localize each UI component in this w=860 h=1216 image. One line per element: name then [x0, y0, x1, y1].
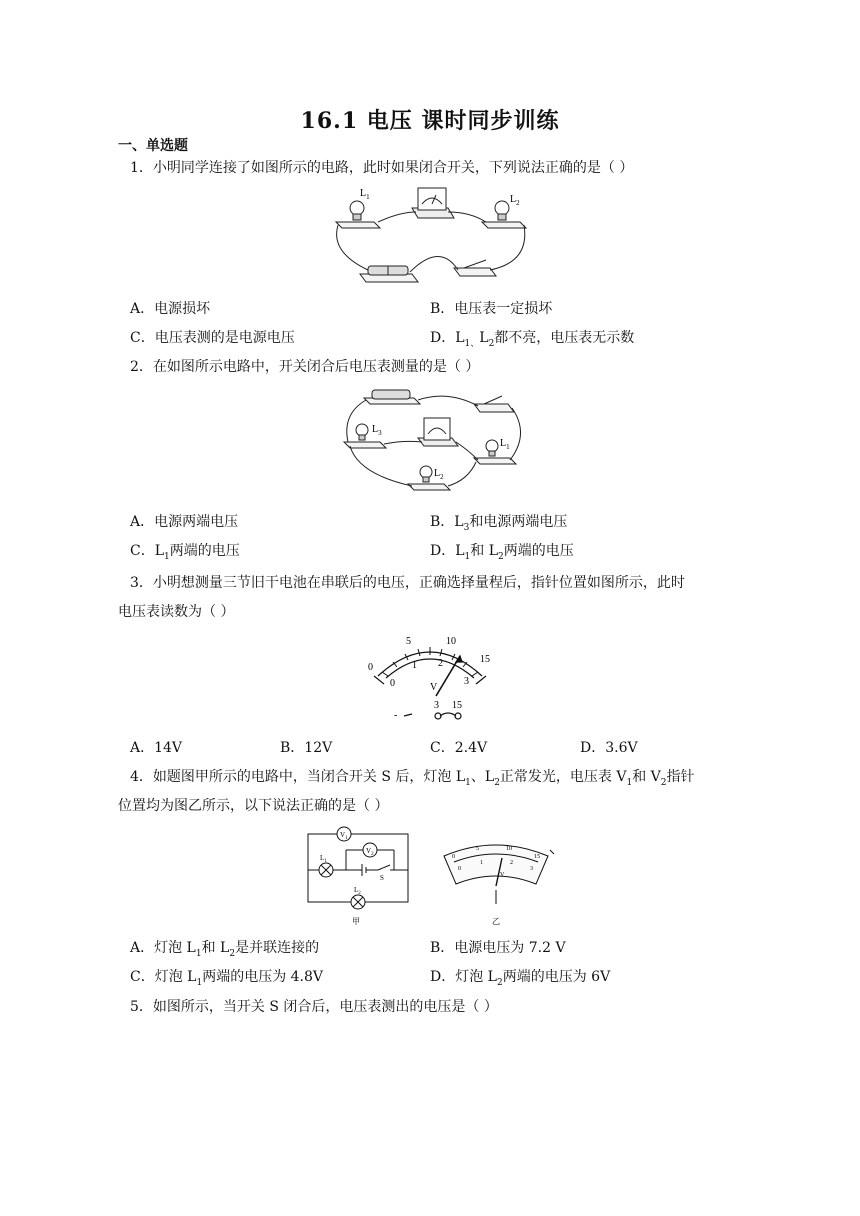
q4-a-sub-1: 1 [195, 948, 202, 959]
q2-fig-label-l1: $L_1$ [500, 438, 510, 451]
q4-stem-sub-1: 1 [465, 777, 471, 788]
q5-stem: 5．如图所示，当开关 S 闭合后，电压表测出的电压是（ ） [130, 999, 498, 1015]
section-heading: 一、单选题 [118, 138, 188, 154]
q2-option-d[interactable] [430, 540, 574, 562]
q3-option-b[interactable]: B．12V [280, 740, 333, 756]
q2-d-sub-1: 1 [464, 551, 471, 562]
q3-option-c[interactable]: C．2.4V [430, 740, 488, 756]
q2-option-c[interactable] [130, 540, 240, 562]
q4-yi-tick-top-15: 15 [534, 854, 540, 860]
q4-a-text-1: A．灯泡 L [130, 940, 196, 956]
q2-c-text-2: 两端的电压 [169, 543, 240, 559]
q1-d-sub-2: 2 [488, 338, 495, 349]
q2-b-text-2: 和电源两端电压 [469, 514, 568, 530]
q1-d-text-2: L [479, 330, 489, 346]
q4-c-sub: 1 [196, 977, 203, 988]
q4-stem-text-5: 指针 [666, 769, 695, 785]
q4-option-d[interactable] [430, 966, 610, 988]
q4-c-text-1: C．灯泡 L [130, 969, 197, 985]
q2-c-text-1: C．L [130, 543, 165, 559]
q4-stem-text-4: 和 V [632, 769, 661, 785]
q4-yi-unit: V [500, 872, 505, 878]
q3-tick-bottom-0: 0 [390, 678, 395, 689]
q4-yi-tick-bottom-2: 2 [510, 860, 513, 866]
q2-fig-label-l3: $L_3$ [372, 424, 382, 437]
q4-stem-sub-2: 2 [494, 777, 500, 788]
q4-d-sub: 2 [496, 977, 503, 988]
q3-tick-bottom-2: 2 [438, 658, 443, 669]
q2-d-text-2: 和 L [470, 543, 499, 559]
q1-option-c[interactable]: C．电压表测的是电源电压 [130, 330, 295, 346]
q4-option-c[interactable] [130, 966, 323, 988]
q3-terminal-15: 15 [452, 700, 462, 711]
q1-d-sub-1: 1、 [464, 338, 480, 349]
q2-stem: 2．在如图所示电路中，开关闭合后电压表测量的是（ ） [130, 359, 480, 375]
q2-fig-label-l2: $L_2$ [434, 468, 444, 481]
q1-stem: 1．小明同学连接了如图所示的电路，此时如果闭合开关，下列说法正确的是（ ） [130, 160, 634, 176]
q4-yi-tick-bottom-0: 0 [458, 866, 461, 872]
q3-unit-label: V [430, 682, 438, 693]
q4-stem-text-2: 、L [470, 769, 495, 785]
q4-a-text-3: 是并联连接的 [235, 940, 320, 956]
q4-d-text-2: 两端的电压为 6V [502, 969, 611, 985]
page-title: 16.1 电压 课时同步训练 [300, 108, 560, 134]
q4-yi-tick-bottom-3: 3 [530, 866, 533, 872]
q2-d-sub-2: 2 [498, 551, 504, 562]
q3-tick-top-0: 0 [368, 662, 373, 673]
q3-stem-line2: 电压表读数为（ ） [118, 604, 235, 620]
q4-a-text-2: 和 L [201, 940, 230, 956]
q1-option-b[interactable]: B．电压表一定损坏 [430, 301, 553, 317]
q2-b-text-1: B．L [430, 514, 464, 530]
q2-circuit-figure [338, 384, 528, 496]
q3-terminal-minus: - [394, 710, 398, 721]
q4-circuit-diagram-jia [304, 822, 414, 928]
q4-stem-line2: 位置均为图乙所示，以下说法正确的是（ ） [118, 798, 389, 814]
q4-fig-caption-jia: 甲 [352, 917, 360, 926]
q4-a-sub-2: 2 [229, 948, 236, 959]
q4-fig-v1: $V_1$ [340, 831, 348, 841]
q2-d-text-1: D．L [430, 543, 465, 559]
q1-fig-label-l2: $L_2$ [510, 194, 520, 207]
q4-stem-text-1: 4．如题图甲所示的电路中，当闭合开关 S 后，灯泡 L [130, 769, 466, 785]
q3-tick-top-5: 5 [406, 636, 411, 647]
q2-d-text-3: 两端的电压 [503, 543, 574, 559]
q4-stem-sub-4: 2 [660, 777, 667, 788]
q4-option-b[interactable]: B．电源电压为 7.2 V [430, 940, 566, 956]
q3-option-d[interactable]: D．3.6V [580, 740, 638, 756]
q1-option-d[interactable] [430, 327, 634, 349]
q1-d-text-3: 都不亮，电压表无示数 [494, 330, 635, 346]
q3-tick-top-15: 15 [480, 654, 490, 665]
q1-circuit-figure [330, 182, 530, 290]
q4-yi-tick-bottom-1: 1 [480, 860, 483, 866]
q4-fig-l1: $L_1$ [320, 854, 327, 864]
q4-fig-caption-yi: 乙 [492, 917, 500, 926]
q3-voltmeter-figure [360, 632, 500, 722]
q4-fig-v2: $V_2$ [366, 847, 374, 857]
q3-terminal-3: 3 [434, 700, 439, 711]
q3-option-a[interactable]: A．14V [130, 740, 183, 756]
q4-stem-sub-3: 1 [626, 777, 633, 788]
q1-d-text-1: D．L [430, 330, 465, 346]
q4-yi-tick-top-0: 0 [452, 854, 455, 860]
q1-option-a[interactable]: A．电源损坏 [130, 301, 211, 317]
q2-c-sub: 1 [164, 551, 170, 562]
q4-fig-s: S [380, 874, 384, 882]
q4-stem-text-3: 正常发光，电压表 V [499, 769, 627, 785]
q4-yi-tick-top-5: 5 [476, 846, 479, 852]
q4-fig-l2: $L_2$ [354, 886, 361, 896]
q4-c-text-2: 两端的电压为 4.8V [202, 969, 324, 985]
q4-d-text-1: D．灯泡 L [430, 969, 497, 985]
q4-yi-tick-top-10: 10 [506, 846, 512, 852]
q4-stem-line1 [130, 766, 695, 788]
q4-voltmeter-yi [440, 838, 560, 930]
q2-option-b[interactable] [430, 511, 567, 533]
q3-stem-line1: 3．小明想测量三节旧干电池在串联后的电压，正确选择量程后，指针位置如图所示，此时 [130, 575, 685, 591]
q3-tick-top-10: 10 [446, 636, 456, 647]
q3-tick-bottom-1: 1 [412, 660, 417, 671]
q2-b-sub: 3 [463, 522, 470, 533]
q2-option-a[interactable]: A．电源两端电压 [130, 514, 239, 530]
q4-option-a[interactable] [130, 937, 319, 959]
q1-fig-label-l1: $L_1$ [360, 188, 370, 201]
q3-tick-bottom-3: 3 [464, 676, 469, 687]
